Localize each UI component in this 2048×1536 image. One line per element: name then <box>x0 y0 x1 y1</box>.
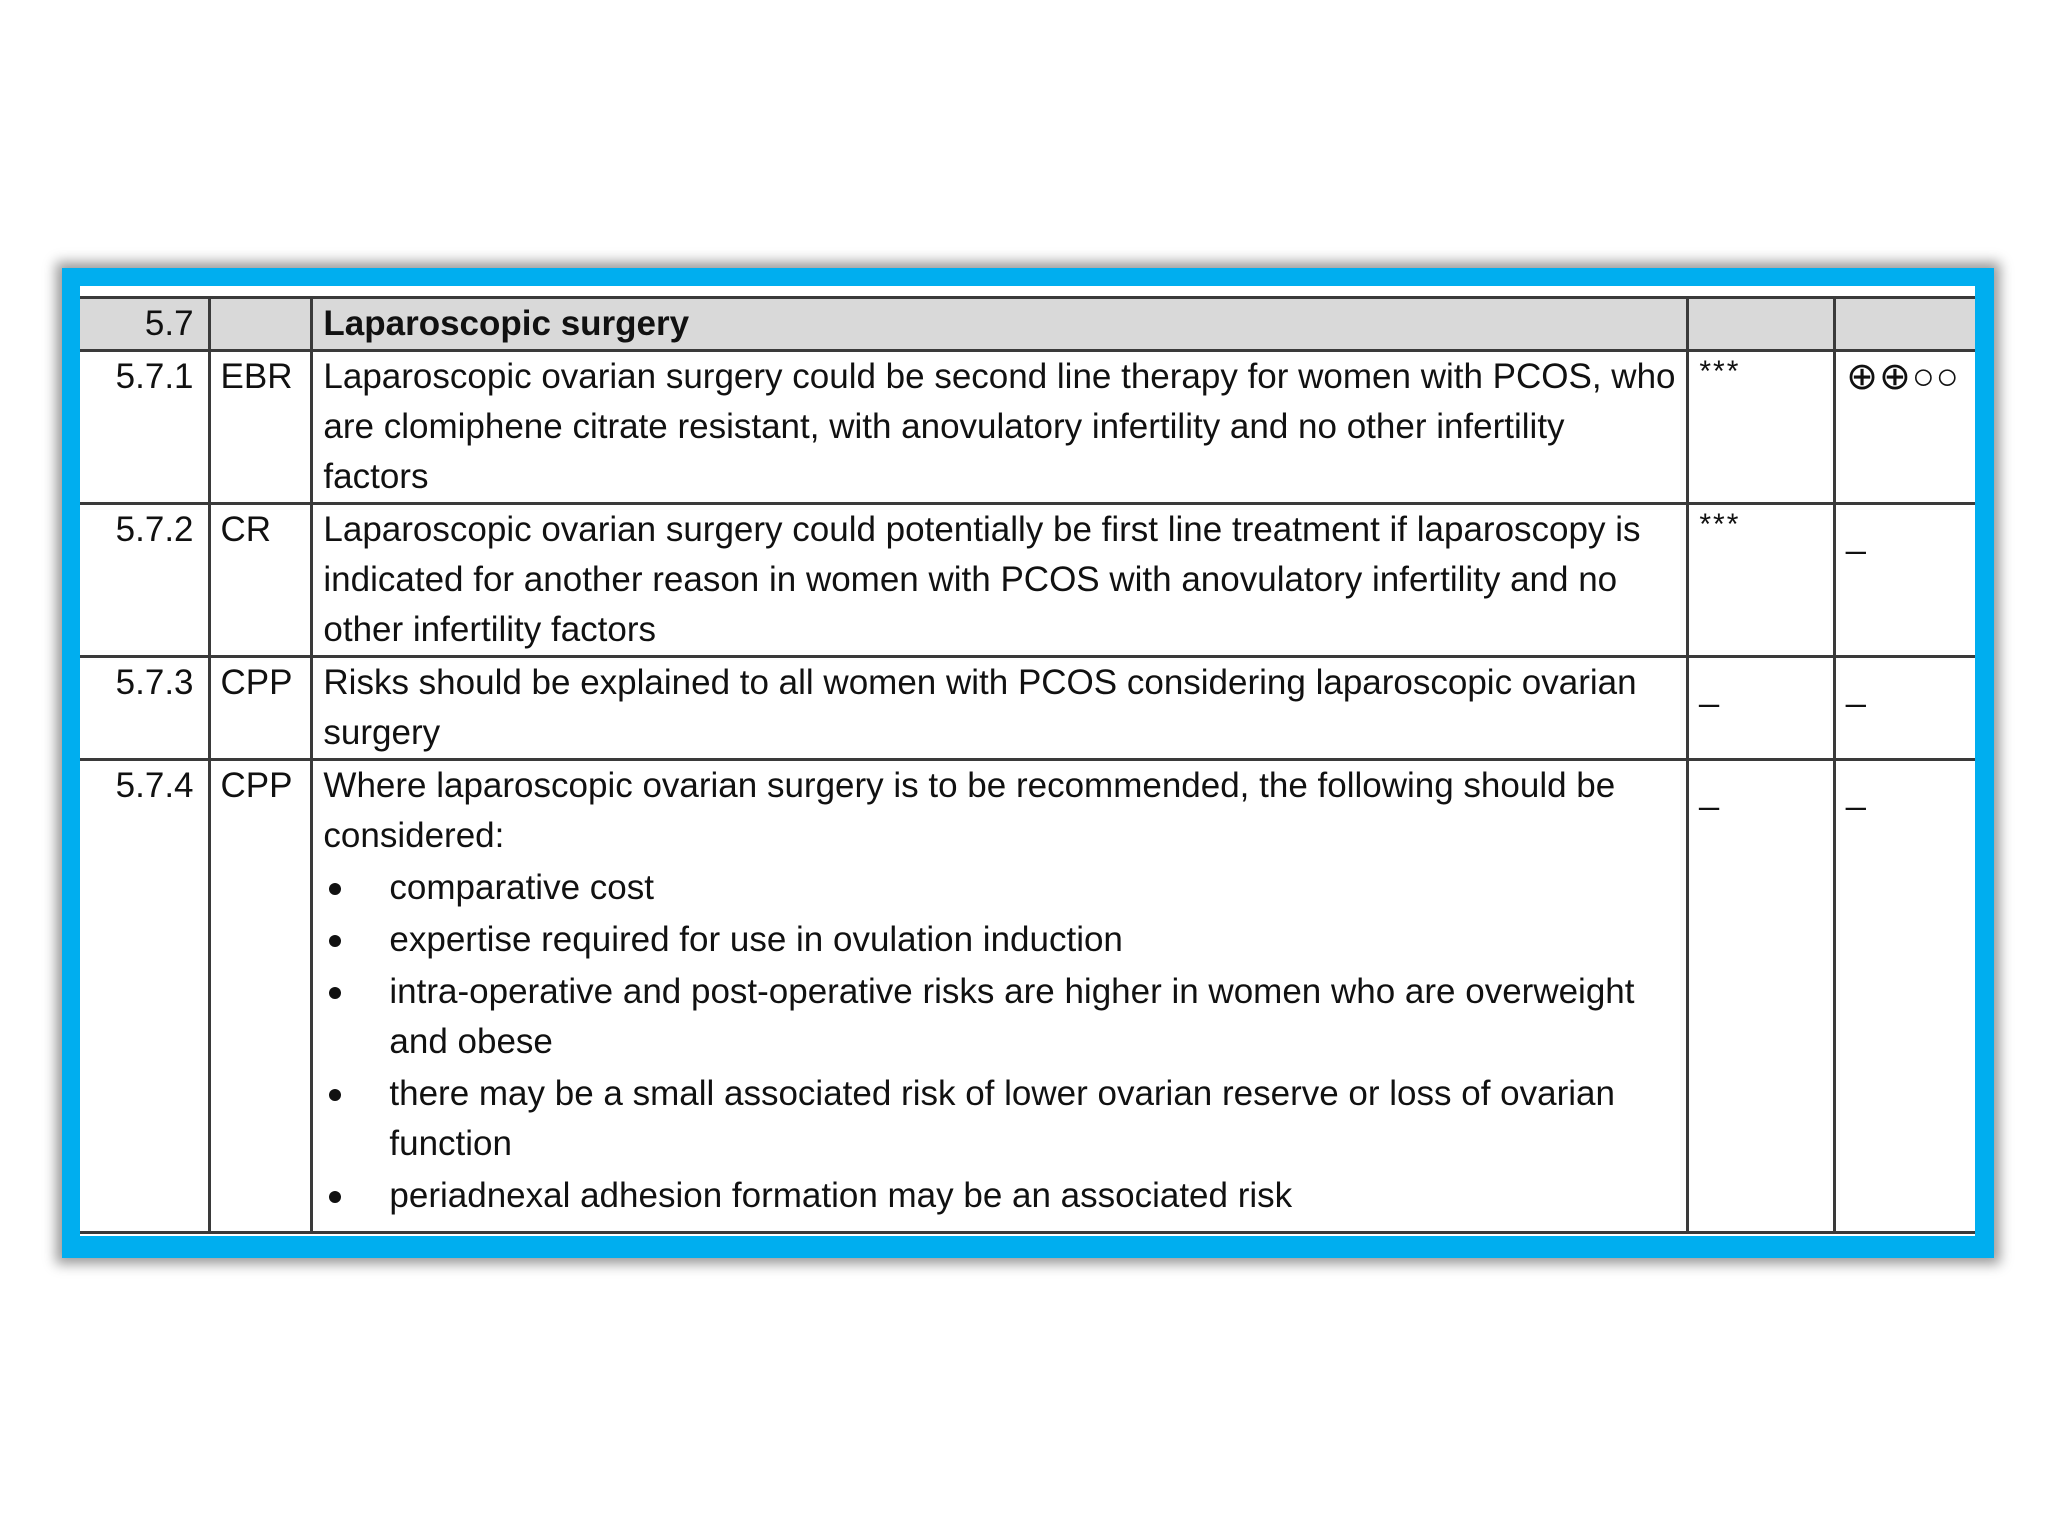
table-row <box>80 657 1975 760</box>
recommendations-table <box>80 296 1975 1234</box>
recommendation-text: Laparoscopic ovarian surgery could potentially be first line treatment if laparoscopy is indicated for another reason in women with PCOS with anovulatory infertility and no other infertility factors <box>312 504 1688 657</box>
grade-stars: *** <box>1688 351 1835 504</box>
certainty-rating <box>1835 760 1975 1233</box>
section-title: Laparoscopic surgery <box>312 298 1688 351</box>
recommendation-number: 5.7.3 <box>80 657 209 760</box>
grade-cell <box>1688 760 1835 1233</box>
header-grade-cell <box>1688 298 1835 351</box>
recommendation-type: CPP <box>209 760 312 1233</box>
list-item: periadnexal adhesion formation may be an associated risk <box>323 1171 1676 1221</box>
section-number: 5.7 <box>80 298 209 351</box>
recommendation-text: Risks should be explained to all women with PCOS considering laparoscopic ovarian surgery <box>312 657 1688 760</box>
certainty-rating <box>1835 504 1975 657</box>
list-item: intra-operative and post-operative risks are higher in women who are overweight and obese <box>323 967 1676 1067</box>
list-item: there may be a small associated risk of lower ovarian reserve or loss of ovarian function <box>323 1069 1676 1169</box>
recommendation-number: 5.7.4 <box>80 760 209 1233</box>
recommendation-text: Where laparoscopic ovarian surgery is to be recommended, the following should be considered: <box>323 766 1616 855</box>
considerations-list <box>323 863 1676 1221</box>
recommendation-number: 5.7.2 <box>80 504 209 657</box>
certainty-dash: _ <box>1846 516 1866 555</box>
grade-dash: _ <box>1699 669 1719 708</box>
document-sheet <box>80 286 1975 1236</box>
header-certainty-cell <box>1835 298 1975 351</box>
certainty-dash: _ <box>1846 772 1866 811</box>
highlight-frame <box>62 268 1994 1258</box>
certainty-dash: _ <box>1846 669 1866 708</box>
recommendation-type: EBR <box>209 351 312 504</box>
recommendation-type: CR <box>209 504 312 657</box>
list-item: expertise required for use in ovulation induction <box>323 915 1676 965</box>
recommendation-text: Laparoscopic ovarian surgery could be second line therapy for women with PCOS, who are clomiphene citrate resistant, with anovulatory infertility and no other infertility factors <box>312 351 1688 504</box>
header-type-cell <box>209 298 312 351</box>
certainty-rating <box>1835 657 1975 760</box>
grade-stars: *** <box>1688 504 1835 657</box>
table-row <box>80 760 1975 1233</box>
table-row <box>80 351 1975 504</box>
section-header-row <box>80 298 1975 351</box>
grade-cell <box>1688 657 1835 760</box>
grade-dash: _ <box>1699 772 1719 811</box>
recommendation-number: 5.7.1 <box>80 351 209 504</box>
recommendation-cell <box>312 760 1688 1233</box>
list-item: comparative cost <box>323 863 1676 913</box>
certainty-rating: ⊕⊕○○ <box>1835 351 1975 504</box>
table-row <box>80 504 1975 657</box>
recommendation-type: CPP <box>209 657 312 760</box>
